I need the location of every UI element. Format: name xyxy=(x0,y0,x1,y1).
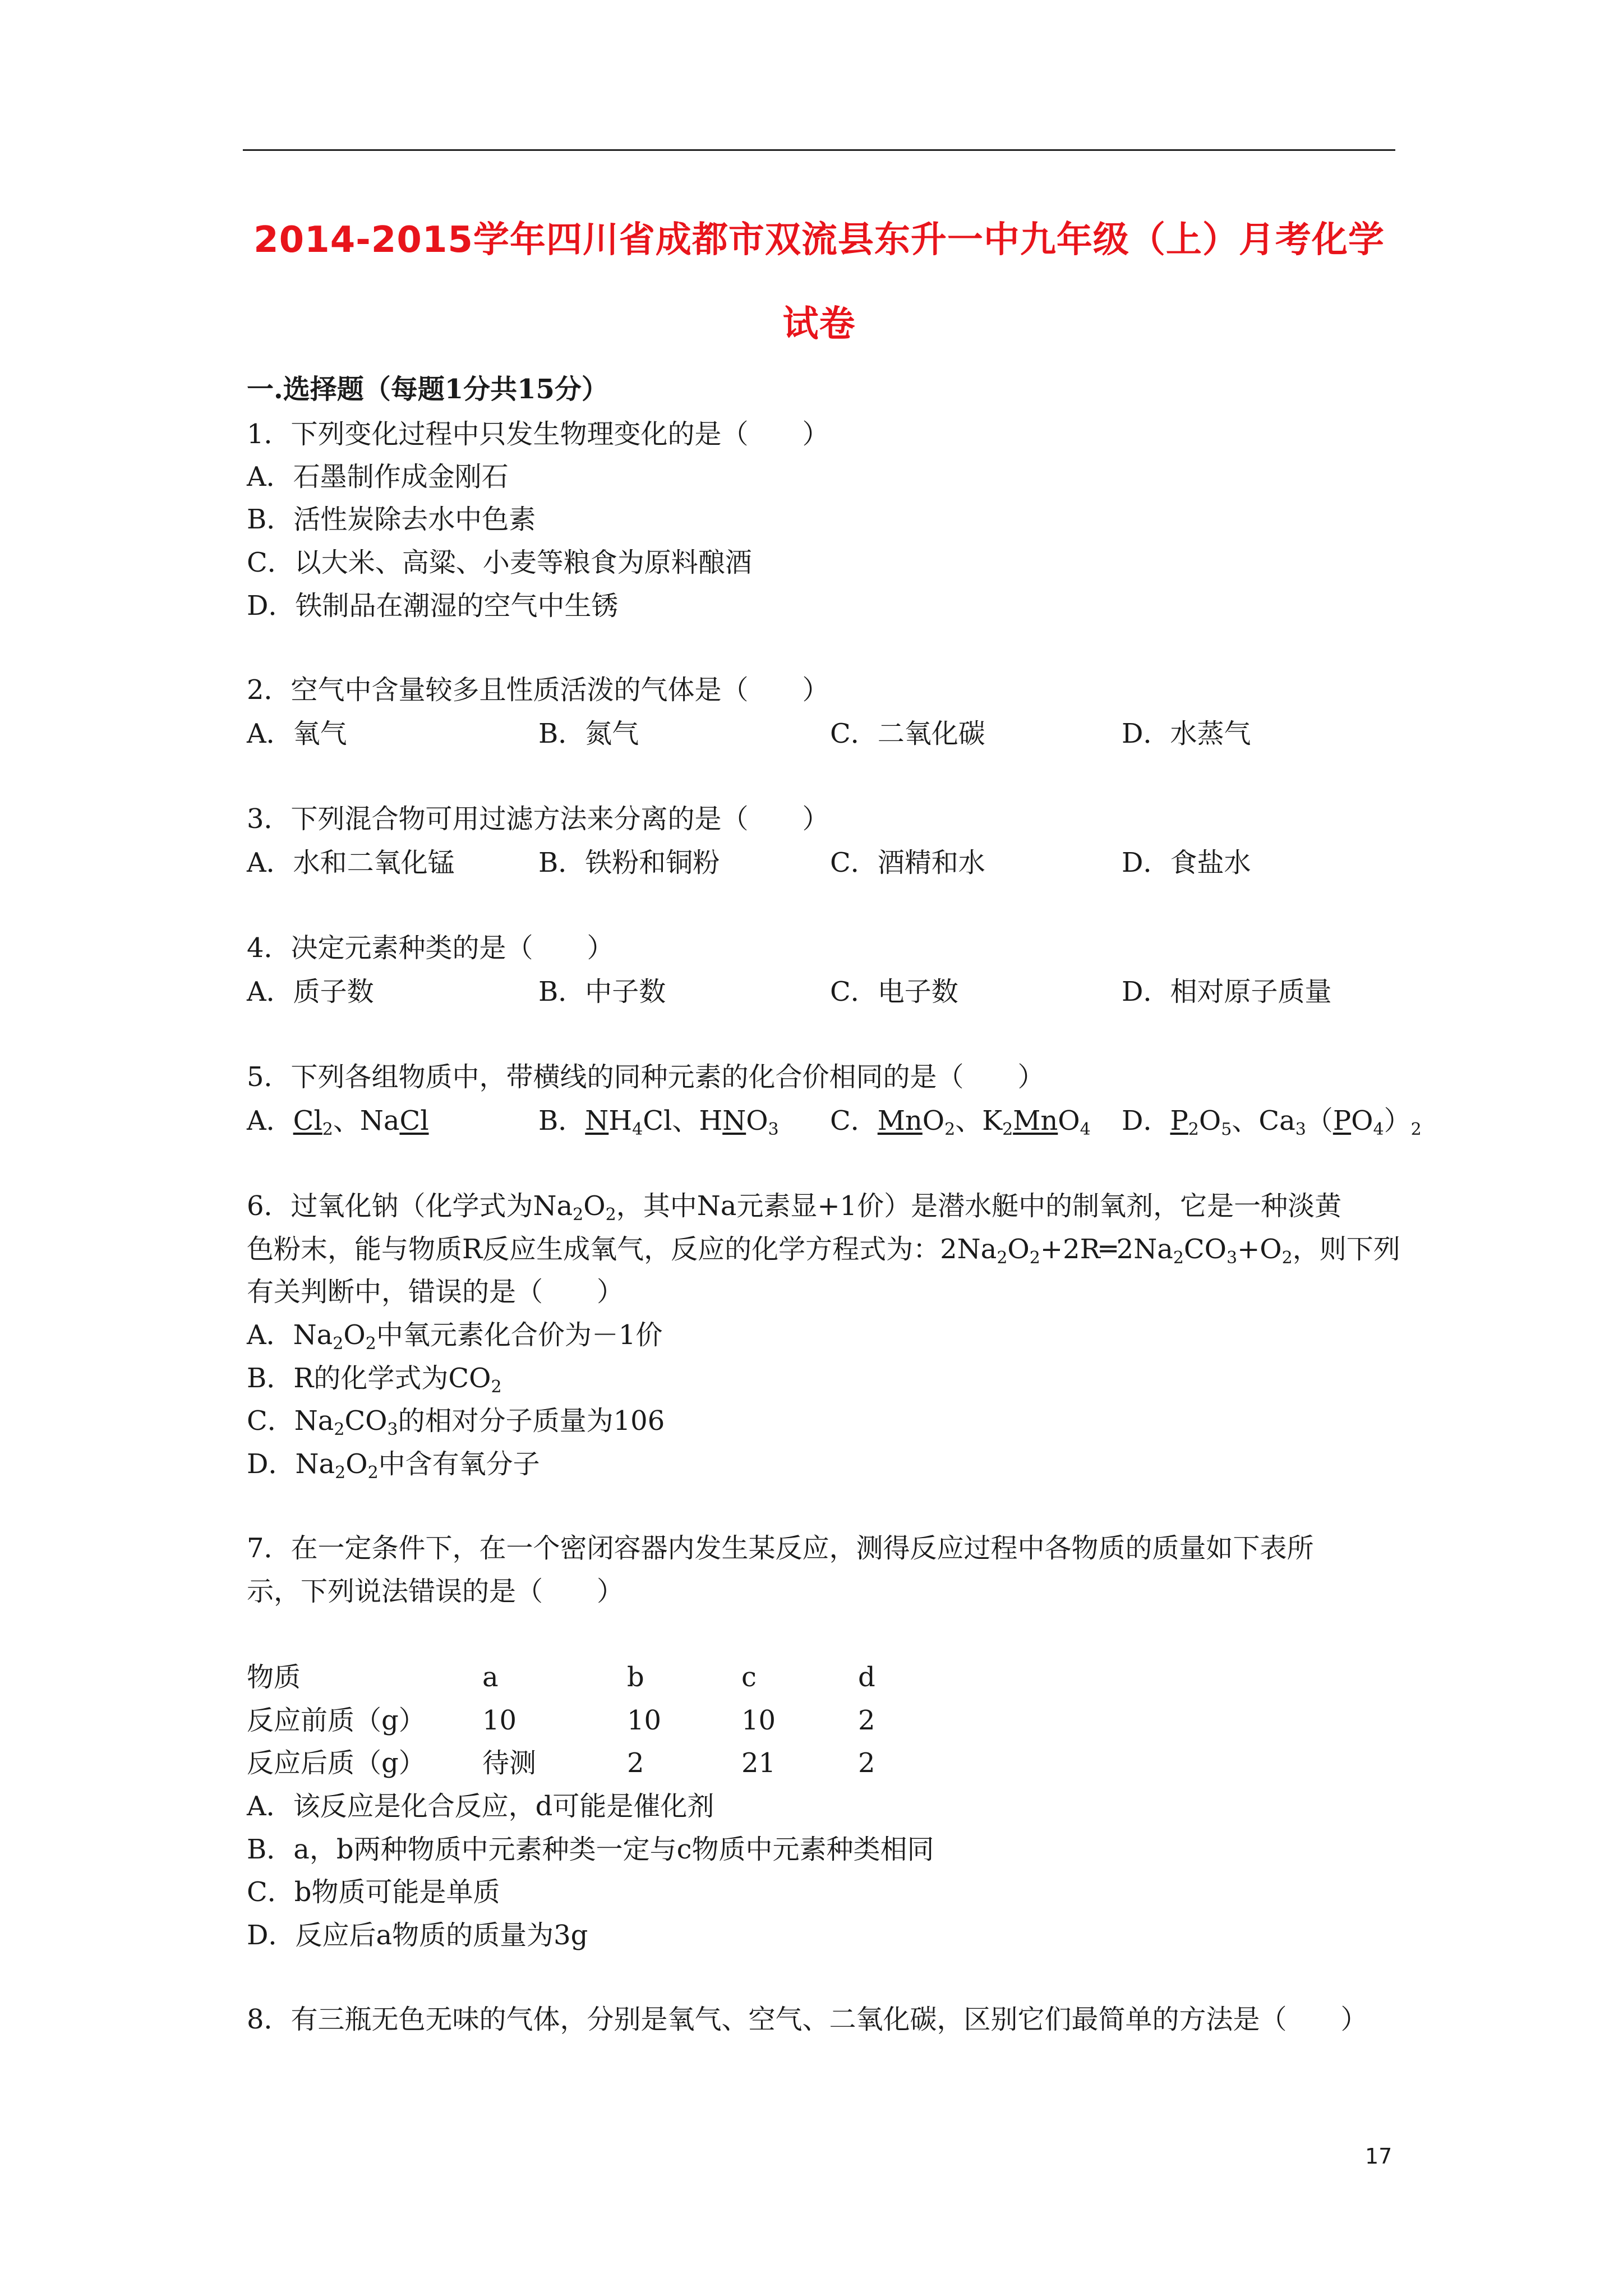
exam-title-line1: 2014-2015学年四川省成都市双流县东升一中九年级（上）月考化学 xyxy=(253,219,1385,261)
question-6-option-d: D．$Na_2O_2$中含有氧分子 xyxy=(247,1448,540,1483)
question-4-option-d: D．相对原子质量 xyxy=(1122,976,1332,1007)
question-1-option-b: B．活性炭除去水中色素 xyxy=(247,504,536,535)
section-heading: 一.选择题（每题1分共15分） xyxy=(247,374,608,405)
table-cell: 2 xyxy=(858,1747,875,1779)
question-6-option-a: A．$Na_2O_2$中氧元素化合价为－1价 xyxy=(247,1319,663,1354)
question-1-option-d: D．铁制品在潮湿的空气中生锈 xyxy=(247,590,619,622)
question-7-option-c: C．b物质可能是单质 xyxy=(247,1876,500,1908)
question-3-option-b: B．铁粉和铜粉 xyxy=(538,847,720,878)
table-cell: d xyxy=(858,1662,875,1693)
question-3-option-d: D．食盐水 xyxy=(1122,847,1251,878)
question-7-line2: 示，下列说法错误的是（ ） xyxy=(247,1576,624,1607)
question-3-option-a: A．水和二氧化锰 xyxy=(247,847,455,878)
table-cell: 反应前质（g） xyxy=(247,1705,426,1736)
question-2-option-b: B．氮气 xyxy=(538,718,639,749)
table-cell: 物质 xyxy=(247,1662,301,1693)
question-7-option-b: B．a，b两种物质中元素种类一定与c物质中元素种类相同 xyxy=(247,1834,934,1865)
question-5-stem: 5．下列各组物质中，带横线的同种元素的化合价相同的是（ ） xyxy=(247,1061,1045,1093)
header-rule xyxy=(243,149,1395,151)
question-4-option-a: A．质子数 xyxy=(247,976,374,1007)
table-cell: 待测 xyxy=(482,1747,537,1779)
question-2-option-a: A．氧气 xyxy=(247,718,347,749)
exam-title-line2: 试卷 xyxy=(782,303,856,345)
table-cell: c xyxy=(741,1662,757,1693)
table-cell: 10 xyxy=(741,1705,776,1736)
question-6-option-c: C．$Na_2CO_3$的相对分子质量为106 xyxy=(247,1405,665,1439)
page-number: 17 xyxy=(1365,2144,1393,2169)
table-cell: 10 xyxy=(482,1705,517,1736)
question-6-line2: 色粉末，能与物质R反应生成氧气，反应的化学方程式为：$2Na_2O_2+2R═2Na_2CO_3+O_2$，则下列 xyxy=(247,1234,1400,1268)
question-3-stem: 3．下列混合物可用过滤方法来分离的是（ ） xyxy=(247,803,829,835)
question-3-option-c: C．酒精和水 xyxy=(830,847,985,878)
question-6-line1: 6．过氧化钠（化学式为$Na_2O_2$，其中Na元素显+1价）是潜水艇中的制氧剂，它是一种淡黄 xyxy=(247,1190,1342,1225)
question-6-line3: 有关判断中，错误的是（ ） xyxy=(247,1276,624,1308)
table-cell: b xyxy=(627,1662,644,1693)
question-1-stem: 1．下列变化过程中只发生物理变化的是（ ） xyxy=(247,418,829,450)
question-4-option-c: C．电子数 xyxy=(830,976,958,1007)
question-1-option-a: A．石墨制作成金刚石 xyxy=(247,461,509,493)
table-cell: a xyxy=(482,1662,499,1693)
question-5-option-c: C．MnO$_2$、$K_2MnO_4$ xyxy=(830,1105,1091,1139)
question-8-stem: 8．有三瓶无色无味的气体，分别是氧气、空气、二氧化碳，区别它们最简单的方法是（ ） xyxy=(247,2004,1368,2035)
question-4-option-b: B．中子数 xyxy=(538,976,666,1007)
question-2-option-d: D．水蒸气 xyxy=(1122,718,1251,749)
table-cell: 21 xyxy=(741,1747,776,1779)
question-5-option-d: D．$P_2O_5$、$Ca_3(PO_4)_2$ xyxy=(1122,1105,1422,1139)
table-cell: 2 xyxy=(627,1747,644,1779)
question-5-option-a: A．$Cl_2$、NaCl xyxy=(247,1105,429,1139)
table-cell: 10 xyxy=(627,1705,662,1736)
question-5-option-b: B．$NH_4Cl$、$HNO_3$ xyxy=(538,1105,779,1139)
question-2-stem: 2．空气中含量较多且性质活泼的气体是（ ） xyxy=(247,674,829,706)
question-7-option-a: A．该反应是化合反应，d可能是催化剂 xyxy=(247,1791,714,1822)
question-1-option-c: C．以大米、高粱、小麦等粮食为原料酿酒 xyxy=(247,547,752,578)
question-4-stem: 4．决定元素种类的是（ ） xyxy=(247,932,614,964)
table-cell: 反应后质（g） xyxy=(247,1747,426,1779)
question-2-option-c: C．二氧化碳 xyxy=(830,718,985,749)
question-7-option-d: D．反应后a物质的质量为3g xyxy=(247,1920,588,1951)
question-6-option-b: B．R的化学式为$CO_2$ xyxy=(247,1363,502,1397)
question-7-line1: 7．在一定条件下，在一个密闭容器内发生某反应，测得反应过程中各物质的质量如下表所 xyxy=(247,1533,1314,1564)
table-cell: 2 xyxy=(858,1705,875,1736)
